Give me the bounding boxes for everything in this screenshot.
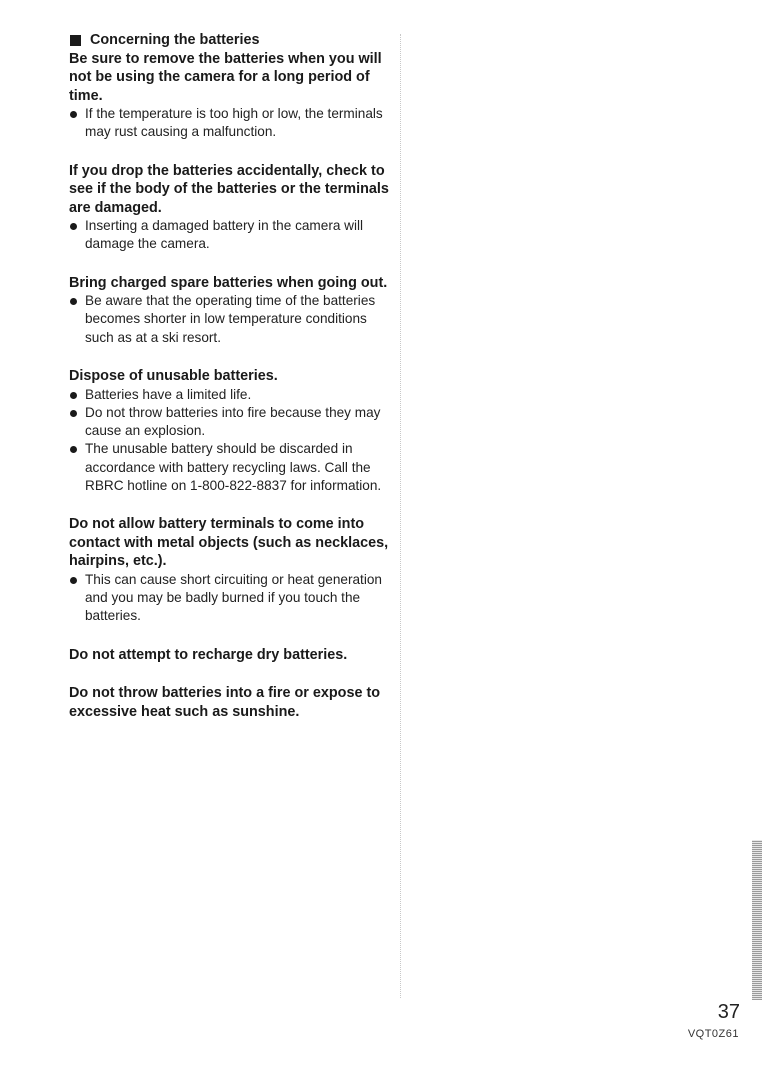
bullet-text: Be aware that the operating time of the batteries becomes shorter in low temperature conditions such as at a ski resort.: [85, 293, 376, 345]
bullet-item: [69, 292, 395, 347]
bullet-list: [69, 292, 395, 347]
bullet-item: [69, 571, 395, 626]
bullet-list: [69, 386, 395, 496]
edge-index-tab: [752, 840, 762, 1000]
section-title: Bring charged spare batteries when going out.: [69, 274, 388, 291]
bullet-dot-icon: [70, 446, 77, 453]
section-4: [69, 367, 395, 495]
bullet-list: [69, 105, 395, 142]
heading-text: Concerning the batteries: [90, 32, 260, 48]
bullet-dot-icon: [70, 298, 77, 305]
page-number: 37: [717, 1001, 740, 1023]
section-title: Do not throw batteries into a fire or expose to excessive heat such as sunshine.: [69, 685, 381, 720]
battery-precautions-column: [69, 31, 395, 741]
bullet-item: [69, 440, 395, 495]
bullet-text: This can cause short circuiting or heat generation and you may be badly burned if you touch the batteries.: [85, 571, 382, 624]
section-3: [69, 274, 395, 347]
bullet-list: [69, 217, 395, 254]
section-6: [69, 646, 395, 665]
column-divider: [400, 34, 401, 998]
bullet-item: [69, 217, 395, 254]
bullet-dot-icon: [70, 392, 77, 399]
section-2: [69, 162, 395, 254]
section-5: [69, 515, 395, 625]
section-title: Do not allow battery terminals to come into contact with metal objects (such as necklaces, hairpins, etc.).: [69, 516, 389, 570]
bullet-text: Inserting a damaged battery in the camera will damage the camera.: [85, 218, 364, 252]
bullet-dot-icon: [70, 111, 77, 118]
bullet-list: [69, 571, 395, 626]
bullet-text: Do not throw batteries into fire because they may cause an explosion.: [85, 404, 381, 439]
section-7: [69, 684, 395, 721]
section-title: Do not attempt to recharge dry batteries.: [69, 646, 348, 663]
bullet-item: [69, 404, 395, 441]
bullet-dot-icon: [70, 223, 77, 230]
bullet-dot-icon: [70, 410, 77, 417]
main-heading: [69, 31, 395, 50]
section-title: Be sure to remove the batteries when you will not be using the camera for a long period of time.: [69, 50, 382, 104]
section-title: If you drop the batteries accidentally, check to see if the body of the batteries or the terminals are damaged.: [69, 162, 389, 216]
bullet-text: If the temperature is too high or low, the terminals may rust causing a malfunction.: [85, 106, 383, 140]
bullet-text: The unusable battery should be discarded in accordance with battery recycling laws. Call the RBRC hotline on 1-800-822-8837 for information.: [85, 441, 382, 494]
square-bullet-icon: [70, 35, 81, 46]
section-title: Dispose of unusable batteries.: [69, 368, 278, 385]
section-1: [69, 31, 395, 142]
document-code: VQT0Z61: [687, 1028, 739, 1040]
bullet-item: [69, 105, 395, 142]
bullet-item: [69, 386, 395, 404]
bullet-dot-icon: [70, 577, 77, 584]
bullet-text: Batteries have a limited life.: [85, 386, 252, 402]
